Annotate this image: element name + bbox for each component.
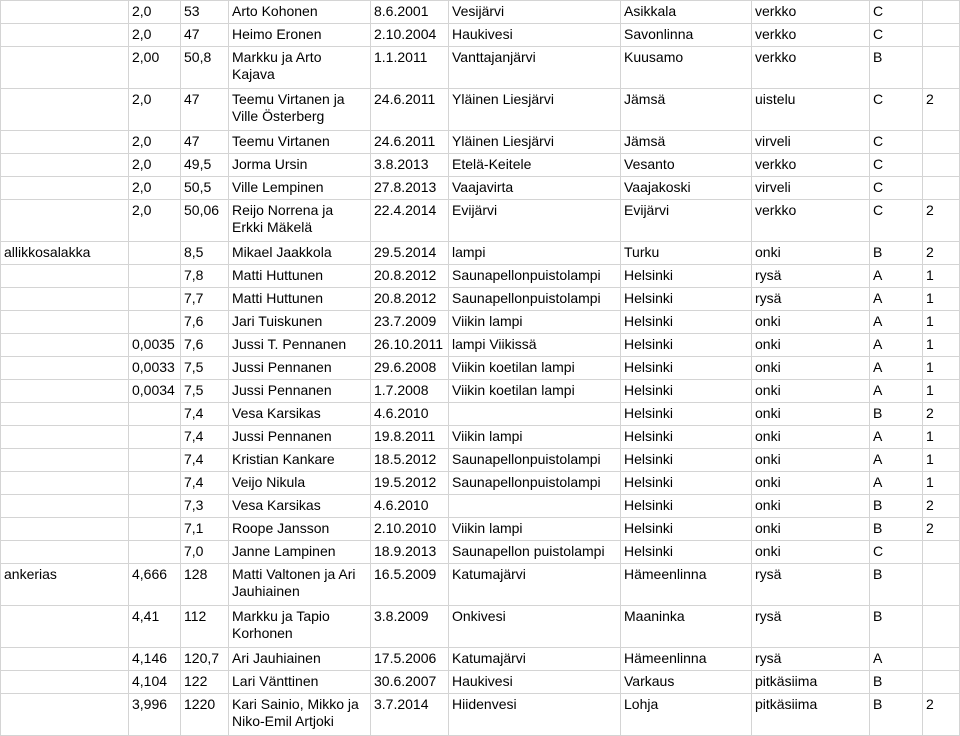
- length-cell: 49,5: [181, 154, 229, 177]
- water-cell: Viikin koetilan lampi: [449, 380, 621, 403]
- table-body: [1, 1, 960, 736]
- weight-cell: [129, 242, 181, 265]
- weight-cell: 0,0033: [129, 357, 181, 380]
- species-cell: [1, 288, 129, 311]
- count-cell: [923, 24, 960, 47]
- length-cell: 7,3: [181, 495, 229, 518]
- weight-cell: [129, 495, 181, 518]
- count-cell: 2: [923, 403, 960, 426]
- catcher-cell: Vesa Karsikas: [229, 403, 371, 426]
- catcher-cell: Kristian Kankare: [229, 449, 371, 472]
- method-cell: pitkäsiima: [752, 671, 870, 694]
- date-cell: 3.8.2009: [371, 606, 449, 648]
- class-cell: C: [870, 24, 923, 47]
- method-cell: rysä: [752, 265, 870, 288]
- catcher-cell: Jari Tuiskunen: [229, 311, 371, 334]
- count-cell: 2: [923, 694, 960, 736]
- class-cell: A: [870, 288, 923, 311]
- weight-cell: 2,0: [129, 89, 181, 131]
- class-cell: B: [870, 564, 923, 606]
- length-cell: 1220: [181, 694, 229, 736]
- species-cell: [1, 47, 129, 89]
- species-cell: [1, 694, 129, 736]
- municipality-cell: Helsinki: [621, 518, 752, 541]
- catcher-cell: Jussi Pennanen: [229, 380, 371, 403]
- municipality-cell: Helsinki: [621, 288, 752, 311]
- catcher-cell: Roope Jansson: [229, 518, 371, 541]
- table-row: [1, 380, 960, 403]
- species-cell: [1, 357, 129, 380]
- count-cell: 1: [923, 357, 960, 380]
- length-cell: 7,5: [181, 357, 229, 380]
- species-cell: ankerias: [1, 564, 129, 606]
- class-cell: A: [870, 311, 923, 334]
- water-cell: [449, 403, 621, 426]
- method-cell: uistelu: [752, 89, 870, 131]
- table-row: [1, 200, 960, 242]
- length-cell: 122: [181, 671, 229, 694]
- catcher-cell: Heimo Eronen: [229, 24, 371, 47]
- weight-cell: 2,0: [129, 1, 181, 24]
- count-cell: [923, 131, 960, 154]
- length-cell: 47: [181, 24, 229, 47]
- length-cell: 50,8: [181, 47, 229, 89]
- catcher-cell: Jussi Pennanen: [229, 357, 371, 380]
- table-row: [1, 265, 960, 288]
- water-cell: Viikin lampi: [449, 311, 621, 334]
- weight-cell: [129, 403, 181, 426]
- catcher-cell: Matti Huttunen: [229, 265, 371, 288]
- count-cell: [923, 1, 960, 24]
- length-cell: 7,0: [181, 541, 229, 564]
- length-cell: 47: [181, 89, 229, 131]
- water-cell: Vanttajanjärvi: [449, 47, 621, 89]
- weight-cell: 4,666: [129, 564, 181, 606]
- species-cell: allikkosalakka: [1, 242, 129, 265]
- method-cell: onki: [752, 541, 870, 564]
- table-row: [1, 1, 960, 24]
- species-cell: [1, 541, 129, 564]
- municipality-cell: Vesanto: [621, 154, 752, 177]
- catcher-cell: Veijo Nikula: [229, 472, 371, 495]
- length-cell: 7,1: [181, 518, 229, 541]
- municipality-cell: Jämsä: [621, 89, 752, 131]
- weight-cell: 3,996: [129, 694, 181, 736]
- table-row: [1, 288, 960, 311]
- count-cell: 1: [923, 426, 960, 449]
- method-cell: verkko: [752, 200, 870, 242]
- municipality-cell: Helsinki: [621, 449, 752, 472]
- class-cell: C: [870, 89, 923, 131]
- date-cell: 4.6.2010: [371, 403, 449, 426]
- species-cell: [1, 89, 129, 131]
- date-cell: 17.5.2006: [371, 648, 449, 671]
- count-cell: 1: [923, 380, 960, 403]
- class-cell: C: [870, 177, 923, 200]
- weight-cell: 0,0035: [129, 334, 181, 357]
- water-cell: Evijärvi: [449, 200, 621, 242]
- date-cell: 18.9.2013: [371, 541, 449, 564]
- class-cell: C: [870, 1, 923, 24]
- municipality-cell: Lohja: [621, 694, 752, 736]
- weight-cell: 4,104: [129, 671, 181, 694]
- weight-cell: 2,0: [129, 131, 181, 154]
- length-cell: 7,4: [181, 426, 229, 449]
- municipality-cell: Helsinki: [621, 357, 752, 380]
- water-cell: Katumajärvi: [449, 648, 621, 671]
- method-cell: verkko: [752, 24, 870, 47]
- count-cell: 2: [923, 242, 960, 265]
- class-cell: C: [870, 131, 923, 154]
- length-cell: 8,5: [181, 242, 229, 265]
- species-cell: [1, 334, 129, 357]
- length-cell: 128: [181, 564, 229, 606]
- table-row: [1, 131, 960, 154]
- length-cell: 47: [181, 131, 229, 154]
- table-row: [1, 564, 960, 606]
- catcher-cell: Janne Lampinen: [229, 541, 371, 564]
- catcher-cell: Lari Vänttinen: [229, 671, 371, 694]
- class-cell: B: [870, 495, 923, 518]
- method-cell: onki: [752, 403, 870, 426]
- municipality-cell: Savonlinna: [621, 24, 752, 47]
- water-cell: Viikin koetilan lampi: [449, 357, 621, 380]
- count-cell: [923, 177, 960, 200]
- municipality-cell: Helsinki: [621, 380, 752, 403]
- municipality-cell: Jämsä: [621, 131, 752, 154]
- species-cell: [1, 472, 129, 495]
- water-cell: Viikin lampi: [449, 426, 621, 449]
- table-row: [1, 154, 960, 177]
- length-cell: 7,4: [181, 472, 229, 495]
- catcher-cell: Arto Kohonen: [229, 1, 371, 24]
- method-cell: virveli: [752, 177, 870, 200]
- class-cell: B: [870, 47, 923, 89]
- class-cell: B: [870, 518, 923, 541]
- count-cell: [923, 671, 960, 694]
- weight-cell: 2,0: [129, 200, 181, 242]
- table-row: [1, 177, 960, 200]
- water-cell: Haukivesi: [449, 24, 621, 47]
- count-cell: 2: [923, 89, 960, 131]
- municipality-cell: Helsinki: [621, 426, 752, 449]
- municipality-cell: Maaninka: [621, 606, 752, 648]
- method-cell: onki: [752, 495, 870, 518]
- date-cell: 30.6.2007: [371, 671, 449, 694]
- date-cell: 24.6.2011: [371, 89, 449, 131]
- water-cell: Saunapellonpuistolampi: [449, 472, 621, 495]
- method-cell: onki: [752, 380, 870, 403]
- class-cell: C: [870, 154, 923, 177]
- date-cell: 29.5.2014: [371, 242, 449, 265]
- method-cell: rysä: [752, 288, 870, 311]
- class-cell: A: [870, 472, 923, 495]
- method-cell: onki: [752, 426, 870, 449]
- species-cell: [1, 403, 129, 426]
- method-cell: rysä: [752, 564, 870, 606]
- length-cell: 50,06: [181, 200, 229, 242]
- length-cell: 7,5: [181, 380, 229, 403]
- class-cell: C: [870, 541, 923, 564]
- catcher-cell: Markku ja Tapio Korhonen: [229, 606, 371, 648]
- species-cell: [1, 671, 129, 694]
- species-cell: [1, 24, 129, 47]
- date-cell: 1.1.2011: [371, 47, 449, 89]
- table-row: [1, 472, 960, 495]
- municipality-cell: Kuusamo: [621, 47, 752, 89]
- species-cell: [1, 495, 129, 518]
- table-row: [1, 449, 960, 472]
- method-cell: onki: [752, 357, 870, 380]
- date-cell: 27.8.2013: [371, 177, 449, 200]
- weight-cell: [129, 449, 181, 472]
- date-cell: 22.4.2014: [371, 200, 449, 242]
- species-cell: [1, 426, 129, 449]
- municipality-cell: Helsinki: [621, 495, 752, 518]
- municipality-cell: Helsinki: [621, 265, 752, 288]
- table-row: [1, 357, 960, 380]
- weight-cell: 2,0: [129, 24, 181, 47]
- date-cell: 23.7.2009: [371, 311, 449, 334]
- water-cell: [449, 495, 621, 518]
- municipality-cell: Helsinki: [621, 334, 752, 357]
- catcher-cell: Matti Valtonen ja Ari Jauhiainen: [229, 564, 371, 606]
- date-cell: 2.10.2004: [371, 24, 449, 47]
- water-cell: Hiidenvesi: [449, 694, 621, 736]
- count-cell: 1: [923, 288, 960, 311]
- length-cell: 53: [181, 1, 229, 24]
- weight-cell: [129, 288, 181, 311]
- date-cell: 26.10.2011: [371, 334, 449, 357]
- count-cell: 1: [923, 472, 960, 495]
- catcher-cell: Ville Lempinen: [229, 177, 371, 200]
- catcher-cell: Jorma Ursin: [229, 154, 371, 177]
- date-cell: 19.5.2012: [371, 472, 449, 495]
- class-cell: A: [870, 357, 923, 380]
- table-row: [1, 671, 960, 694]
- water-cell: lampi: [449, 242, 621, 265]
- species-cell: [1, 200, 129, 242]
- count-cell: 1: [923, 265, 960, 288]
- catcher-cell: Matti Huttunen: [229, 288, 371, 311]
- date-cell: 19.8.2011: [371, 426, 449, 449]
- water-cell: Viikin lampi: [449, 518, 621, 541]
- date-cell: 16.5.2009: [371, 564, 449, 606]
- method-cell: onki: [752, 449, 870, 472]
- method-cell: virveli: [752, 131, 870, 154]
- date-cell: 1.7.2008: [371, 380, 449, 403]
- class-cell: B: [870, 694, 923, 736]
- catcher-cell: Markku ja Arto Kajava: [229, 47, 371, 89]
- date-cell: 3.7.2014: [371, 694, 449, 736]
- municipality-cell: Helsinki: [621, 311, 752, 334]
- water-cell: Katumajärvi: [449, 564, 621, 606]
- water-cell: Haukivesi: [449, 671, 621, 694]
- class-cell: B: [870, 671, 923, 694]
- species-cell: [1, 265, 129, 288]
- water-cell: Vesijärvi: [449, 1, 621, 24]
- species-cell: [1, 648, 129, 671]
- species-cell: [1, 449, 129, 472]
- length-cell: 112: [181, 606, 229, 648]
- method-cell: onki: [752, 334, 870, 357]
- municipality-cell: Turku: [621, 242, 752, 265]
- catcher-cell: Teemu Virtanen: [229, 131, 371, 154]
- water-cell: Vaajavirta: [449, 177, 621, 200]
- catcher-cell: Teemu Virtanen ja Ville Österberg: [229, 89, 371, 131]
- municipality-cell: Asikkala: [621, 1, 752, 24]
- method-cell: rysä: [752, 648, 870, 671]
- species-cell: [1, 154, 129, 177]
- table-row: [1, 89, 960, 131]
- water-cell: Etelä-Keitele: [449, 154, 621, 177]
- class-cell: A: [870, 265, 923, 288]
- date-cell: 2.10.2010: [371, 518, 449, 541]
- count-cell: 2: [923, 518, 960, 541]
- table-row: [1, 518, 960, 541]
- class-cell: B: [870, 606, 923, 648]
- method-cell: onki: [752, 472, 870, 495]
- table-row: [1, 242, 960, 265]
- class-cell: A: [870, 380, 923, 403]
- weight-cell: 2,00: [129, 47, 181, 89]
- weight-cell: 2,0: [129, 154, 181, 177]
- date-cell: 20.8.2012: [371, 288, 449, 311]
- municipality-cell: Helsinki: [621, 541, 752, 564]
- date-cell: 3.8.2013: [371, 154, 449, 177]
- table-row: [1, 426, 960, 449]
- count-cell: [923, 648, 960, 671]
- table-row: [1, 47, 960, 89]
- water-cell: Saunapellon puistolampi: [449, 541, 621, 564]
- municipality-cell: Helsinki: [621, 403, 752, 426]
- catcher-cell: Jussi T. Pennanen: [229, 334, 371, 357]
- municipality-cell: Varkaus: [621, 671, 752, 694]
- water-cell: Yläinen Liesjärvi: [449, 89, 621, 131]
- table-row: [1, 541, 960, 564]
- water-cell: Saunapellonpuistolampi: [449, 449, 621, 472]
- count-cell: 1: [923, 449, 960, 472]
- date-cell: 29.6.2008: [371, 357, 449, 380]
- method-cell: pitkäsiima: [752, 694, 870, 736]
- length-cell: 7,6: [181, 334, 229, 357]
- class-cell: C: [870, 200, 923, 242]
- weight-cell: [129, 541, 181, 564]
- municipality-cell: Hämeenlinna: [621, 648, 752, 671]
- count-cell: 2: [923, 495, 960, 518]
- length-cell: 120,7: [181, 648, 229, 671]
- species-cell: [1, 131, 129, 154]
- species-cell: [1, 311, 129, 334]
- count-cell: [923, 541, 960, 564]
- table-row: [1, 24, 960, 47]
- species-cell: [1, 518, 129, 541]
- species-cell: [1, 177, 129, 200]
- date-cell: 20.8.2012: [371, 265, 449, 288]
- method-cell: onki: [752, 242, 870, 265]
- species-cell: [1, 606, 129, 648]
- length-cell: 7,7: [181, 288, 229, 311]
- weight-cell: [129, 311, 181, 334]
- municipality-cell: Evijärvi: [621, 200, 752, 242]
- length-cell: 7,4: [181, 449, 229, 472]
- water-cell: Onkivesi: [449, 606, 621, 648]
- count-cell: 2: [923, 200, 960, 242]
- weight-cell: [129, 472, 181, 495]
- class-cell: B: [870, 403, 923, 426]
- weight-cell: [129, 426, 181, 449]
- table-row: [1, 311, 960, 334]
- count-cell: 1: [923, 334, 960, 357]
- water-cell: lampi Viikissä: [449, 334, 621, 357]
- municipality-cell: Hämeenlinna: [621, 564, 752, 606]
- municipality-cell: Vaajakoski: [621, 177, 752, 200]
- catcher-cell: Kari Sainio, Mikko ja Niko-Emil Artjoki: [229, 694, 371, 736]
- catcher-cell: Ari Jauhiainen: [229, 648, 371, 671]
- water-cell: Yläinen Liesjärvi: [449, 131, 621, 154]
- count-cell: [923, 47, 960, 89]
- weight-cell: 2,0: [129, 177, 181, 200]
- catcher-cell: Vesa Karsikas: [229, 495, 371, 518]
- weight-cell: [129, 265, 181, 288]
- class-cell: A: [870, 426, 923, 449]
- method-cell: verkko: [752, 47, 870, 89]
- water-cell: Saunapellonpuistolampi: [449, 265, 621, 288]
- weight-cell: 4,41: [129, 606, 181, 648]
- table-row: [1, 495, 960, 518]
- class-cell: A: [870, 449, 923, 472]
- table-row: [1, 606, 960, 648]
- class-cell: B: [870, 242, 923, 265]
- count-cell: [923, 606, 960, 648]
- method-cell: rysä: [752, 606, 870, 648]
- date-cell: 24.6.2011: [371, 131, 449, 154]
- length-cell: 7,6: [181, 311, 229, 334]
- count-cell: [923, 564, 960, 606]
- weight-cell: 0,0034: [129, 380, 181, 403]
- class-cell: A: [870, 648, 923, 671]
- catcher-cell: Mikael Jaakkola: [229, 242, 371, 265]
- method-cell: verkko: [752, 154, 870, 177]
- length-cell: 7,4: [181, 403, 229, 426]
- catcher-cell: Jussi Pennanen: [229, 426, 371, 449]
- count-cell: [923, 154, 960, 177]
- table-row: [1, 694, 960, 736]
- method-cell: onki: [752, 518, 870, 541]
- weight-cell: 4,146: [129, 648, 181, 671]
- table-row: [1, 403, 960, 426]
- species-cell: [1, 380, 129, 403]
- table-row: [1, 648, 960, 671]
- date-cell: 18.5.2012: [371, 449, 449, 472]
- catcher-cell: Reijo Norrena ja Erkki Mäkelä: [229, 200, 371, 242]
- water-cell: Saunapellonpuistolampi: [449, 288, 621, 311]
- date-cell: 4.6.2010: [371, 495, 449, 518]
- municipality-cell: Helsinki: [621, 472, 752, 495]
- date-cell: 8.6.2001: [371, 1, 449, 24]
- class-cell: A: [870, 334, 923, 357]
- method-cell: onki: [752, 311, 870, 334]
- table-row: [1, 334, 960, 357]
- length-cell: 7,8: [181, 265, 229, 288]
- length-cell: 50,5: [181, 177, 229, 200]
- method-cell: verkko: [752, 1, 870, 24]
- species-cell: [1, 1, 129, 24]
- count-cell: 1: [923, 311, 960, 334]
- weight-cell: [129, 518, 181, 541]
